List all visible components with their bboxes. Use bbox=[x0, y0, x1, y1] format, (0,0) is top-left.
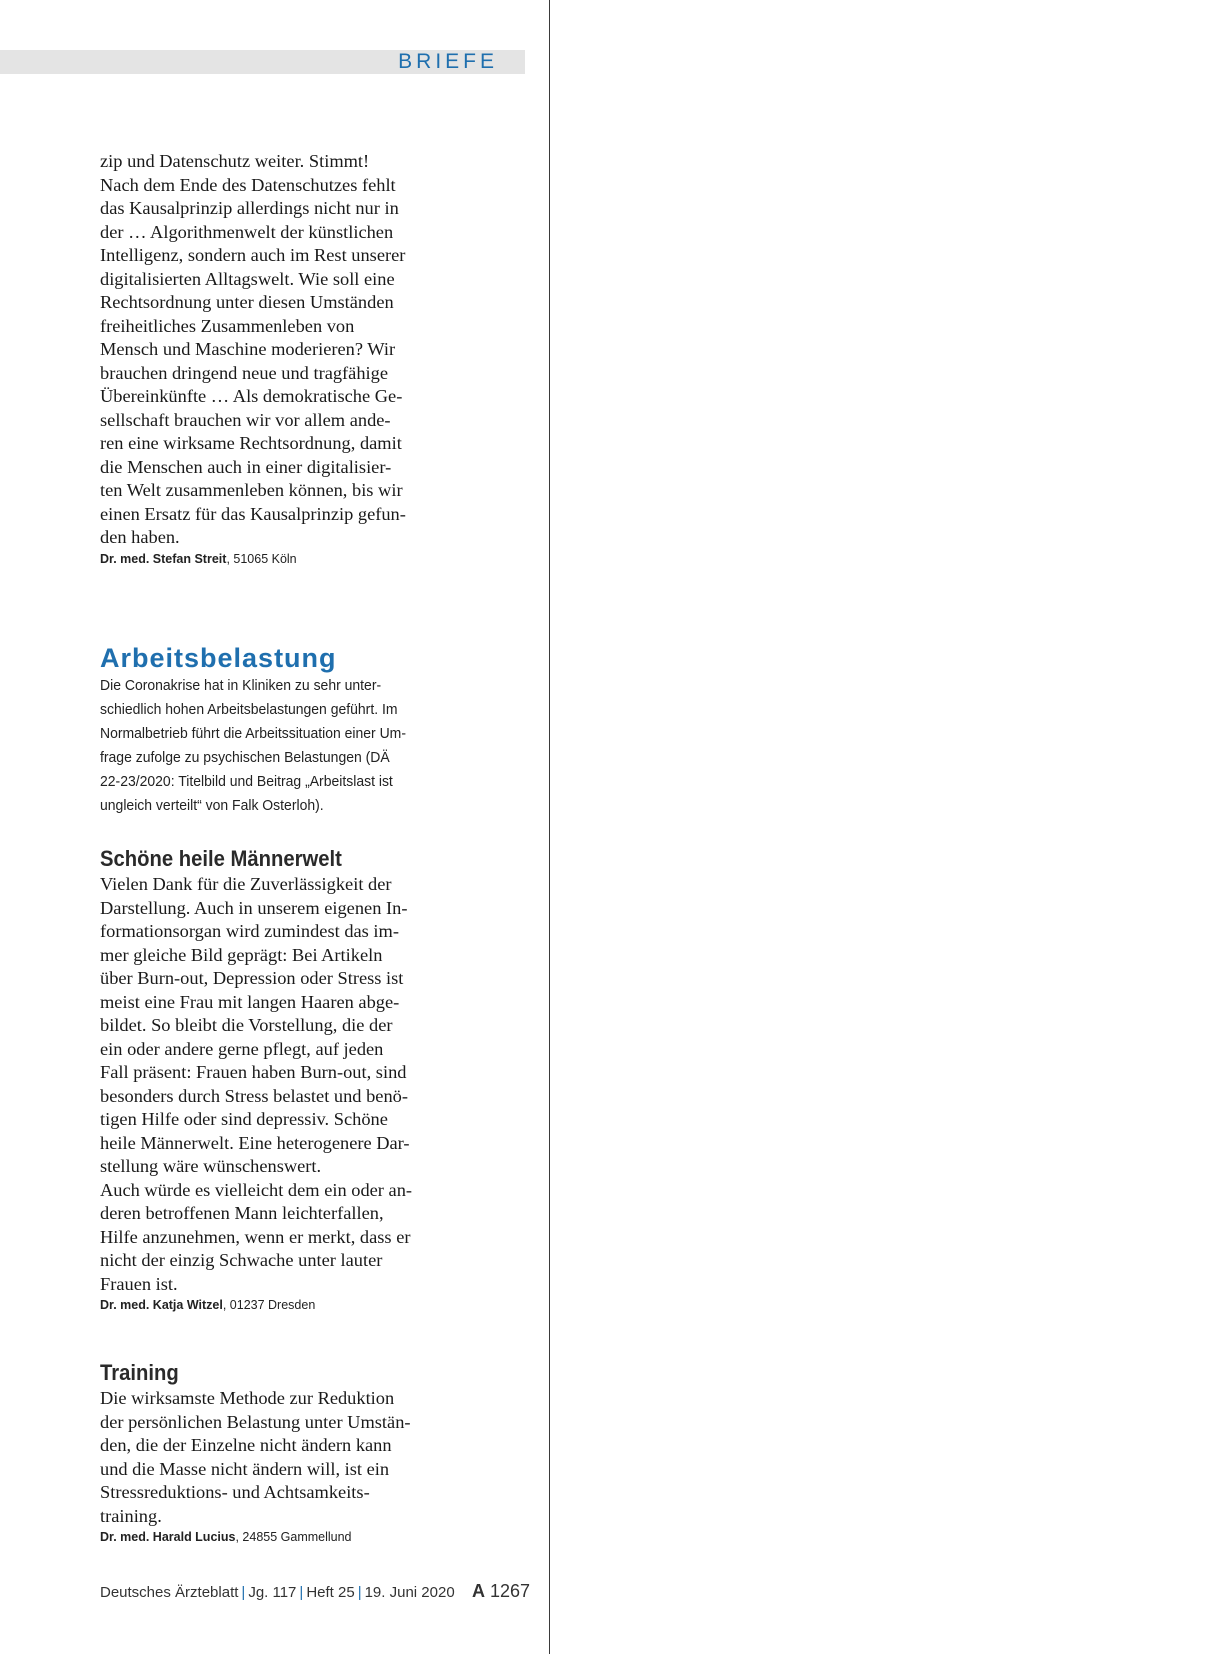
letter-2-signature bbox=[100, 1296, 430, 1314]
journal-date: 19. Juni 2020 bbox=[364, 1584, 455, 1601]
footer-separator: | bbox=[299, 1584, 304, 1601]
author-place: , 24855 Gammellund bbox=[235, 1530, 352, 1544]
journal-name: Deutsches Ärzteblatt bbox=[100, 1584, 239, 1601]
letter-3-signature bbox=[100, 1528, 430, 1546]
letter-2 bbox=[100, 845, 430, 1314]
letter-1 bbox=[100, 150, 430, 568]
topic-intro: Die Coronakrise hat in Kliniken zu sehr unter- schiedlich hohen Arbeitsbelastungen geführt. Im Normalbetrieb führt die Arbeitssituation einer Um- frage zufolge zu psychischen Belastungen (DÄ 22-23/2020: Titelbild und Beitrag „Arbeitslast ist ungleich verteilt“ von Falk Osterloh). bbox=[100, 677, 406, 814]
topic-title: Arbeitsbelastung bbox=[100, 643, 337, 673]
page-footer bbox=[100, 1581, 530, 1606]
journal-volume: Jg. 117 bbox=[248, 1584, 297, 1601]
letter-3 bbox=[100, 1359, 430, 1546]
footer-separator: | bbox=[241, 1584, 246, 1601]
footer-separator: | bbox=[357, 1584, 362, 1601]
letter-2-title: Schöne heile Männerwelt bbox=[100, 846, 342, 871]
page-number: A 1267 bbox=[471, 1581, 530, 1601]
letter-3-body: Die wirksamste Methode zur Reduktion der persönlichen Belastung unter Umstän- den, die der Einzelne nicht ändern kann und die Masse nicht ändern will, ist ein Stressreduktions- und Achtsamkeits- training. bbox=[100, 1388, 411, 1526]
journal-issue: Heft 25 bbox=[306, 1584, 355, 1601]
author-name: Dr. med. Stefan Streit bbox=[100, 551, 227, 566]
letter-2-body: Vielen Dank für die Zuverlässigkeit der Darstellung. Auch in unserem eigenen In- formationsorgan wird zumindest das im- mer gleiche Bild geprägt: Bei Artikeln über Burn-out, Depression oder Stress ist meist eine Frau mit langen Haaren abge- bildet. So bleibt die Vorstellung, die der ein oder andere gerne pflegt, auf jeden Fall präsent: Frauen haben Burn-out, sind besonders durch Stress belastet und benö- tigen Hilfe oder sind depressiv. Schöne heile Männerwelt. Eine heterogenere Dar- stellung wäre wünschenswert. Auch würde es vielleicht dem ein oder an- deren betroffenen Mann leichterfallen, Hilfe anzunehmen, wenn er merkt, dass er nicht der einzig Schwache unter lauter Frauen ist. bbox=[100, 874, 413, 1294]
topic-block bbox=[100, 642, 430, 818]
letter-1-signature bbox=[100, 550, 430, 568]
letter-3-title: Training bbox=[100, 1360, 179, 1385]
section-label: BRIEFE bbox=[398, 50, 498, 73]
author-place: , 51065 Köln bbox=[226, 551, 297, 566]
author-place: , 01237 Dresden bbox=[222, 1298, 316, 1312]
author-name: Dr. med. Harald Lucius bbox=[100, 1530, 236, 1544]
column-divider bbox=[549, 0, 550, 1654]
author-name: Dr. med. Katja Witzel bbox=[100, 1298, 223, 1312]
letter-1-body: zip und Datenschutz weiter. Stimmt! Nach dem Ende des Datenschutzes fehlt das Kausalprinzip allerdings nicht nur in der … Algorithmenwelt der künstlichen Intelligenz, sondern auch im Rest unserer digitalisierten Alltagswelt. Wie soll eine Rechtsordnung unter diesen Umständen freiheitliches Zusammenleben von Mensch und Maschine moderieren? Wir brauchen dringend neue und tragfähige Übereinkünfte … Als demokratische Ge- sellschaft brauchen wir vor allem ande- ren eine wirksame Rechtsordnung, damit die Menschen auch in einer digitalisier- ten Welt zusammenleben können, bis wir einen Ersatz für das Kausalprinzip gefun- den haben. bbox=[100, 151, 406, 547]
